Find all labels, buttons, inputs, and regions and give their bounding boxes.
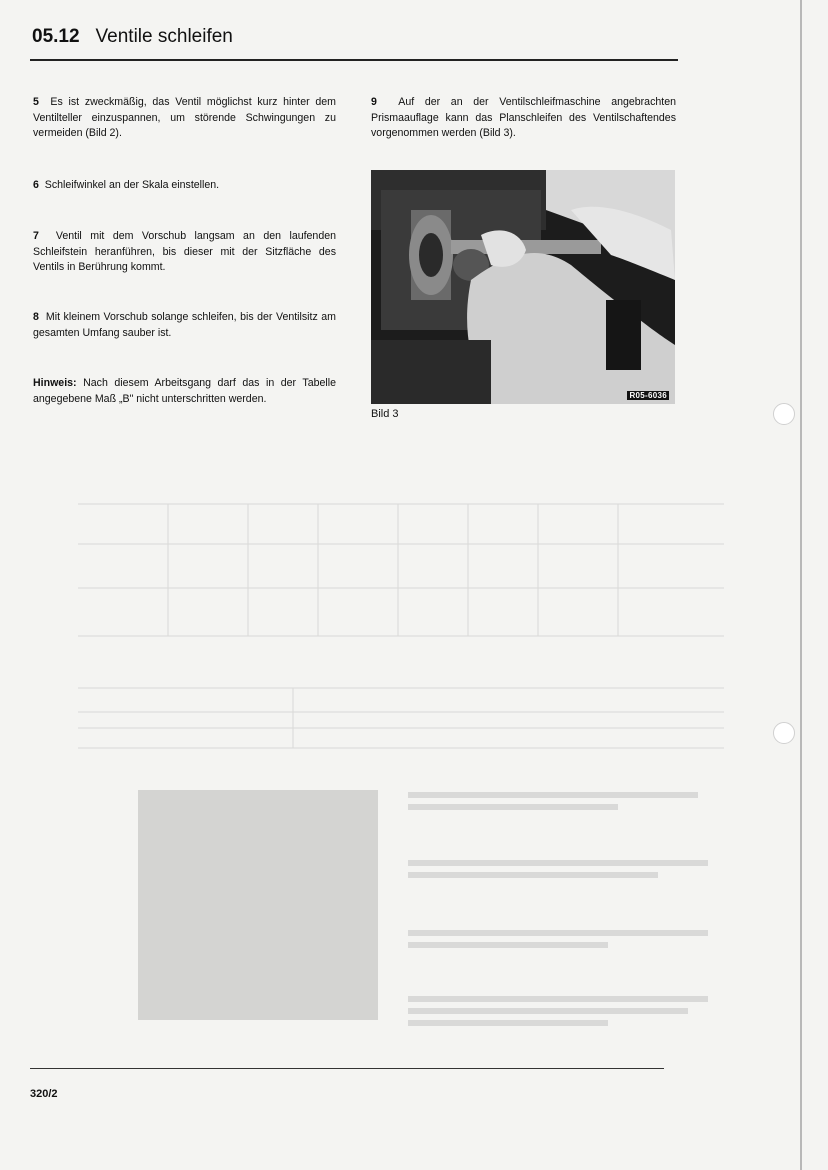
header-rule bbox=[30, 59, 678, 61]
footer-rule bbox=[30, 1068, 664, 1069]
step-text: Es ist zweckmäßig, das Ventil möglichst kurz hinter dem Ventilteller einzuspannen, um störende Schwingungen zu vermeiden (Bild 2). bbox=[33, 96, 336, 139]
page-number: 320/2 bbox=[30, 1088, 58, 1100]
step-number: 6 bbox=[33, 179, 39, 191]
note-text: Nach diesem Arbeitsgang darf das in der Tabelle angegebene Maß „B" nicht unterschritten werden. bbox=[33, 377, 336, 405]
note-label: Hinweis: bbox=[33, 377, 77, 389]
step-number: 5 bbox=[33, 96, 39, 108]
step-text: Mit kleinem Vorschub solange schleifen, bis der Ventilsitz am gesamten Umfang sauber ist. bbox=[33, 311, 336, 339]
figure-caption: Bild 3 bbox=[371, 408, 399, 420]
step-text: Auf der an der Ventilschleifmaschine angebrachten Prismaauflage kann das Planschleifen des Ventilschaftendes vorgenommen werden (Bild 3). bbox=[371, 96, 676, 139]
bleed-through-table bbox=[78, 500, 724, 1060]
step-number: 9 bbox=[371, 96, 377, 108]
step-number: 8 bbox=[33, 311, 39, 323]
step-7 bbox=[33, 229, 336, 276]
page-header bbox=[32, 26, 233, 48]
figure-code: R05-6036 bbox=[629, 391, 667, 400]
valve-grinding-photo bbox=[371, 170, 675, 404]
section-title: Ventile schleifen bbox=[95, 26, 233, 47]
step-8 bbox=[33, 310, 336, 341]
step-9 bbox=[371, 95, 676, 142]
step-5 bbox=[33, 95, 336, 142]
step-text: Ventil mit dem Vorschub langsam an den laufenden Schleifstein heranführen, bis dieser mit der Sitzfläche des Ventils in Berührung kommt. bbox=[33, 230, 336, 273]
punch-hole bbox=[773, 403, 795, 425]
step-number: 7 bbox=[33, 230, 39, 242]
punch-hole bbox=[773, 722, 795, 744]
step-6 bbox=[33, 178, 336, 194]
note bbox=[33, 376, 336, 407]
step-text: Schleifwinkel an der Skala einstellen. bbox=[44, 179, 220, 191]
section-number: 05.12 bbox=[32, 26, 80, 47]
photo-figure bbox=[371, 170, 675, 404]
page-edge bbox=[800, 0, 802, 1170]
